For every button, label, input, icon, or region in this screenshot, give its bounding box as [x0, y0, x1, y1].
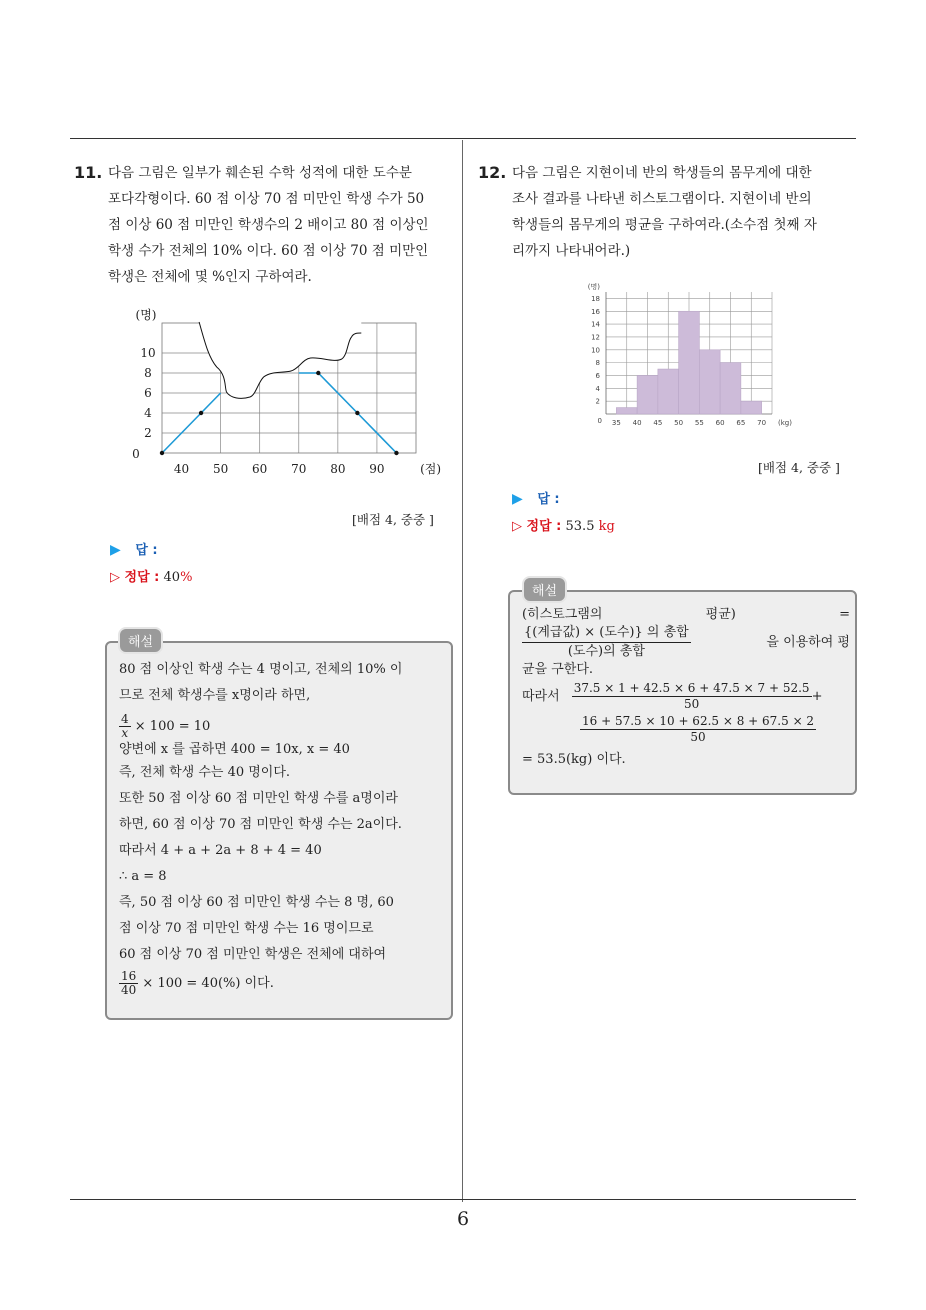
- x-tick-label: 40: [632, 419, 642, 427]
- x-tick-label: 70: [757, 419, 767, 427]
- y-tick-label: 4: [595, 384, 600, 393]
- page-number: 6: [456, 1208, 470, 1230]
- correct-label: 정답 :: [526, 519, 562, 534]
- question-line: 학생 수가 전체의 10% 이다. 60 점 이상 70 점 미만인: [108, 243, 429, 259]
- question-line: 점 이상 60 점 미만인 학생수의 2 배이고 80 점 이상인: [108, 217, 429, 233]
- explanation-line: 므로 전체 학생수를 x명이라 하면,: [119, 688, 311, 703]
- y-tick-label: 4: [144, 406, 152, 420]
- y-tick-label: 6: [595, 371, 600, 380]
- explanation-box: [508, 590, 857, 795]
- explanation-box: [105, 641, 453, 1020]
- y-tick-label: 12: [591, 333, 600, 342]
- y-tick-label: 2: [595, 397, 600, 406]
- histogram-bar: [637, 375, 658, 414]
- histogram-bar: [616, 408, 637, 414]
- question-line: 조사 결과를 나타낸 히스토그램이다. 지현이네 반의: [512, 191, 812, 207]
- correct-unit: %: [180, 570, 193, 585]
- y-tick-label: 18: [591, 294, 600, 303]
- explanation-tag: 해설: [522, 576, 567, 603]
- explanation-line: 즉, 전체 학생 수는 40 명이다.: [119, 765, 291, 780]
- play-triangle-icon: ▶: [512, 491, 523, 507]
- x-tick-label: 60: [252, 462, 268, 476]
- question-line: 포다각형이다. 60 점 이상 70 점 미만인 학생 수가 50: [108, 191, 425, 207]
- score-info: [배점 4, 중중 ]: [758, 460, 840, 475]
- question-line: 리까지 나타내어라.): [512, 243, 631, 259]
- x-tick-label: 60: [715, 419, 725, 427]
- play-triangle-icon: ▶: [110, 542, 121, 558]
- fraction: $\frac{37.5 \times 1 + 42.5 \times 6 + 47.5 \times 7 + 52.5}{50}$: [573, 681, 810, 711]
- outline-triangle-icon: ▷: [110, 570, 120, 585]
- explanation-line: 균을 구한다.: [522, 662, 594, 677]
- explanation-fraction-line: $\frac{16}{40}$ × 100 = 40(%) 이다.: [121, 969, 274, 997]
- histogram-bar: [658, 369, 679, 414]
- explanation-line: 점 이상 70 점 미만인 학생 수는 16 명이므로: [119, 921, 374, 936]
- explanation-line: 양변에 x 를 곱하면 400 = 10x, x = 40: [119, 742, 350, 757]
- x-tick-label: 40: [173, 462, 190, 476]
- explanation-fraction-line: [580, 714, 850, 745]
- answer-label: 답 :: [135, 543, 158, 558]
- y-tick-label: 8: [595, 359, 600, 368]
- x-tick-label: 55: [694, 419, 704, 427]
- fraction: $\frac{16}{40}$: [121, 969, 137, 997]
- correct-answer-row: [512, 515, 615, 534]
- histogram-bar: [679, 311, 700, 414]
- histogram-chart: [578, 276, 792, 436]
- data-point: [199, 411, 203, 415]
- explanation-line: 하면, 60 점 이상 70 점 미만인 학생 수는 2a이다.: [119, 817, 402, 832]
- data-point: [355, 411, 359, 415]
- explanation-line: 80 점 이상인 학생 수는 4 명이고, 전체의 10% 이: [119, 662, 403, 677]
- fraction: $\frac{16 + 57.5 \times 10 + 62.5 \times 8 + 67.5 \times 2}{50}$: [582, 714, 815, 744]
- y-tick-label: 0: [597, 417, 602, 425]
- explanation-fraction-line: $\frac{\text{\{(계급값) × (도수)\} 의 총합}}{\text{(도수)의 총합}}$ 을 이용하여 평: [524, 625, 850, 659]
- data-point: [316, 371, 320, 375]
- y-tick-label: 6: [144, 386, 152, 400]
- question-line: 다음 그림은 일부가 훼손된 수학 성적에 대한 도수분: [108, 165, 412, 181]
- correct-value: 40: [163, 570, 181, 585]
- column-divider: [462, 140, 463, 1202]
- explanation-body: [522, 606, 850, 769]
- explanation-tag: 해설: [118, 627, 163, 654]
- y-tick-label: 10: [140, 346, 156, 360]
- question-text: [108, 160, 458, 290]
- x-tick-label: 50: [674, 419, 684, 427]
- question-line: 학생은 전체에 몇 %인지 구하여라.: [108, 269, 312, 285]
- score-info: [배점 4, 중중 ]: [352, 512, 434, 527]
- correct-unit: kg: [598, 519, 615, 534]
- data-point: [394, 451, 398, 455]
- explanation-line: = 53.5(kg) 이다.: [522, 752, 626, 767]
- histogram-bar: [720, 363, 741, 414]
- y-axis-label: (명): [587, 283, 600, 291]
- question-12: [478, 160, 858, 264]
- explanation-line: ∴ a = 8: [119, 869, 167, 884]
- x-tick-label: 35: [611, 419, 621, 427]
- x-tick-label: 80: [330, 462, 346, 476]
- histogram-bar: [741, 401, 762, 414]
- histogram-bar: [699, 350, 720, 414]
- question-number: 12.: [478, 163, 507, 182]
- explanation-line: 따라서 4 + a + 2a + 8 + 4 = 40: [119, 843, 322, 858]
- data-point: [160, 451, 164, 455]
- question-11: [74, 160, 458, 290]
- answer-row: [110, 539, 158, 558]
- x-axis-label: (kg): [778, 419, 792, 427]
- explanation-line: 60 점 이상 70 점 미만인 학생은 전체에 대하여: [119, 947, 387, 962]
- y-axis-label: (명): [135, 308, 157, 322]
- y-tick-label: 8: [144, 366, 152, 380]
- correct-label: 정답 :: [124, 570, 160, 585]
- x-tick-label: 70: [291, 462, 307, 476]
- x-tick-label: 65: [736, 419, 746, 427]
- correct-value: 53.5: [565, 519, 595, 534]
- header-rule: [70, 138, 856, 139]
- frequency-polygon-chart: [120, 305, 440, 485]
- explanation-body: [119, 657, 445, 997]
- x-tick-label: 90: [369, 462, 385, 476]
- x-axis-label: (점): [420, 462, 442, 476]
- answer-row: [512, 488, 560, 507]
- y-tick-label: 2: [144, 426, 152, 440]
- series-line-left: [162, 393, 221, 453]
- y-tick-label: 0: [132, 447, 140, 461]
- outline-triangle-icon: ▷: [512, 519, 522, 534]
- explanation-line: (히스토그램의 평균) =: [522, 607, 850, 622]
- y-tick-label: 10: [591, 346, 600, 355]
- question-number: 11.: [74, 163, 103, 182]
- question-text: [512, 160, 858, 264]
- fraction: $\frac{\text{\{(계급값) × (도수)\} 의 총합}}{\text{(도수)의 총합}}$: [524, 625, 689, 659]
- y-tick-label: 16: [591, 307, 600, 316]
- question-line: 다음 그림은 지현이네 반의 학생들의 몸무게에 대한: [512, 165, 812, 181]
- question-line: 학생들의 몸무게의 평균을 구하여라.(소수점 첫째 자: [512, 217, 817, 233]
- explanation-fraction-line: 따라서 $\frac{37.5 \times 1 + 42.5 \times 6 + 47.5 \times 7 + 52.5}{50}$ +: [522, 681, 823, 711]
- footer-rule: [70, 1199, 856, 1200]
- correct-answer-row: [110, 566, 192, 585]
- fraction: $\frac{4}{x}$: [121, 712, 129, 740]
- explanation-fraction-line: $\frac{4}{x}$ × 100 = 10: [121, 712, 211, 740]
- explanation-line: 또한 50 점 이상 60 점 미만인 학생 수를 a명이라: [119, 791, 398, 806]
- answer-label: 답 :: [537, 492, 560, 507]
- x-tick-label: 50: [212, 462, 229, 476]
- x-tick-label: 45: [653, 419, 663, 427]
- y-tick-label: 14: [591, 320, 600, 329]
- explanation-line: 즉, 50 점 이상 60 점 미만인 학생 수는 8 명, 60: [119, 895, 394, 910]
